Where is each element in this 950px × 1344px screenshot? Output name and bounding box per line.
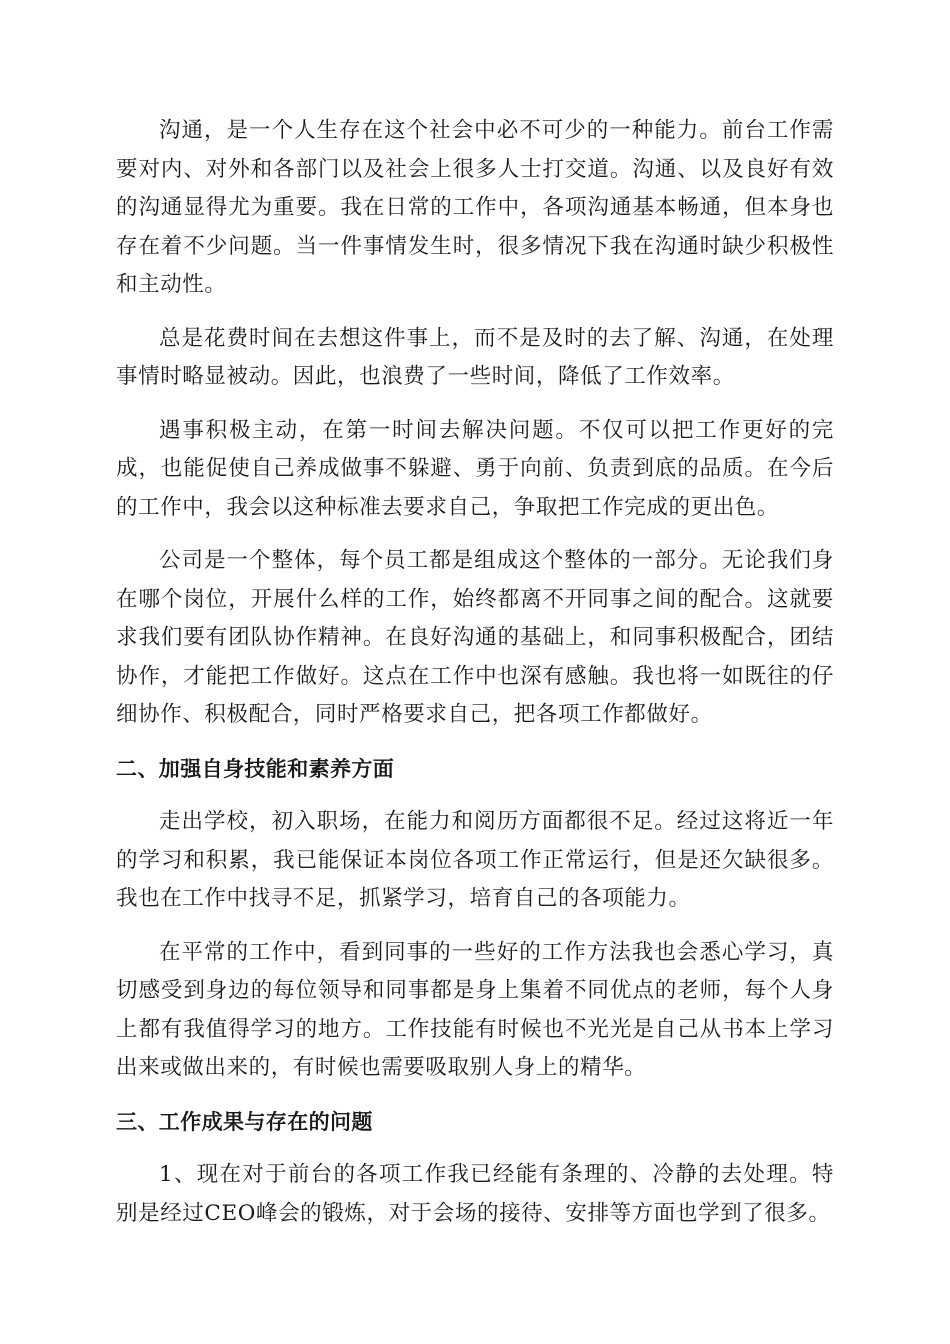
paragraph-result-1: 1、现在对于前台的各项工作我已经能有条理的、冷静的去处理。特别是经过CEO峰会的锻炼，对于会场的接待、安排等方面也学到了很多。 — [116, 1162, 834, 1226]
paragraph-learning: 走出学校，初入职场，在能力和阅历方面都很不足。经过这将近一年的学习和积累，我已能保证本岗位各项工作正常运行，但是还欠缺很多。我也在工作中找寻不足，抓紧学习，培育自己的各项能力。 — [116, 809, 834, 911]
paragraph-teamwork: 公司是一个整体，每个员工都是组成这个整体的一部分。无论我们身在哪个岗位，开展什么样的工作，始终都离不开同事之间的配合。这就要求我们要有团队协作精神。在良好沟通的基础上，和同事积极配合，团结协作，才能把工作做好。这点在工作中也深有感触。我也将一如既往的仔细协作、积极配合，同时严格要求自己，把各项工作都做好。 — [116, 548, 834, 727]
section-heading-results: 三、工作成果与存在的问题 — [116, 1109, 373, 1134]
paragraph-communication: 沟通，是一个人生存在这个社会中必不可少的一种能力。前台工作需要对内、对外和各部门以及社会上很多人士打交道。沟通、以及良好有效的沟通显得尤为重要。我在日常的工作中，各项沟通基本畅通，但本身也存在着不少问题。当一件事情发生时，很多情况下我在沟通时缺少积极性和主动性。 — [116, 118, 834, 297]
paragraph-proactive: 遇事积极主动，在第一时间去解决问题。不仅可以把工作更好的完成，也能促使自己养成做事不躲避、勇于向前、负责到底的品质。在今后的工作中，我会以这种标准去要求自己，争取把工作完成的更出色。 — [116, 417, 834, 520]
paragraph-colleagues: 在平常的工作中，看到同事的一些好的工作方法我也会悉心学习，真切感受到身边的每位领导和同事都是身上集着不同优点的老师，每个人身上都有我值得学习的地方。工作技能有时候也不光光是自己从书本上学习出来或做出来的，有时候也需要吸取别人身上的精华。 — [116, 939, 834, 1080]
document-page — [116, 112, 834, 1248]
section-heading-skills: 二、加强自身技能和素养方面 — [116, 756, 395, 781]
paragraph-time-wasting: 总是花费时间在去想这件事上，而不是及时的去了解、沟通，在处理事情时略显被动。因此，也浪费了一些时间，降低了工作效率。 — [116, 325, 834, 389]
